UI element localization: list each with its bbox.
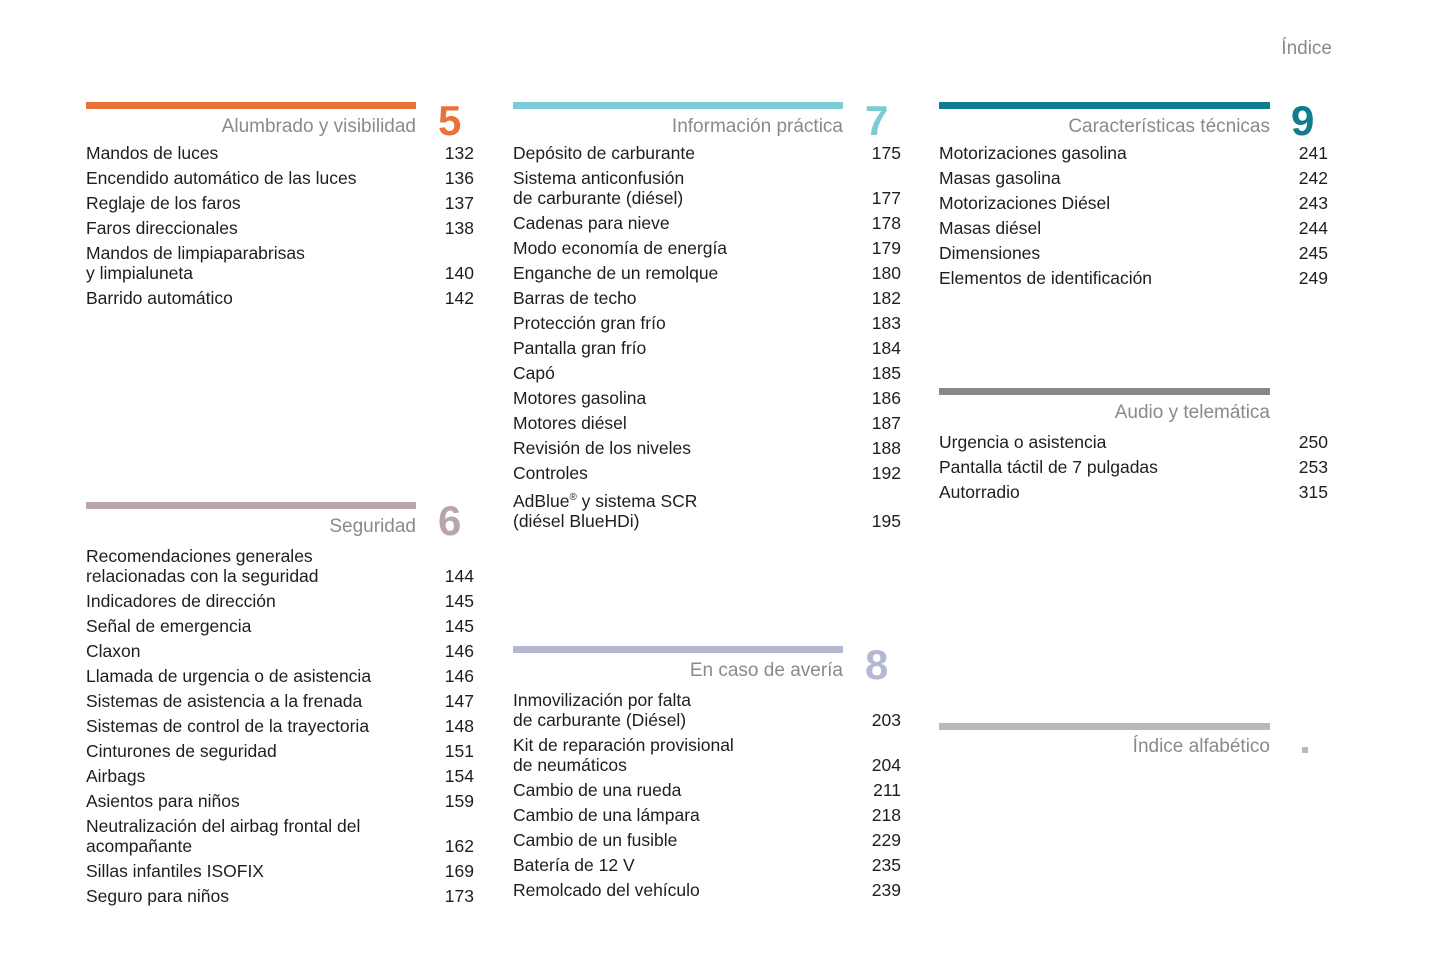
index-entry <box>513 388 901 408</box>
index-entry <box>513 855 901 875</box>
entry-page-number: 177 <box>871 188 901 208</box>
index-entry <box>86 666 474 686</box>
entry-page-number: 146 <box>444 641 474 661</box>
section-title: Alumbrado y visibilidad <box>221 116 416 137</box>
entry-page-number: 169 <box>444 861 474 881</box>
index-entry <box>939 482 1328 502</box>
entry-label: Airbags <box>86 766 146 786</box>
entry-page-number: 162 <box>444 836 474 856</box>
index-entry <box>86 791 474 811</box>
index-entry <box>939 243 1328 263</box>
index-entry <box>513 238 901 258</box>
entry-page-number: 151 <box>444 741 474 761</box>
entry-page-number: 180 <box>871 263 901 283</box>
index-entry <box>86 616 474 636</box>
entry-label: Masas diésel <box>939 218 1042 238</box>
index-entry <box>513 438 901 458</box>
entry-label: Modo economía de energía <box>513 238 728 258</box>
index-entry <box>939 143 1328 163</box>
index-entry <box>86 741 474 761</box>
section-title: Seguridad <box>329 516 416 537</box>
entry-page-number: 250 <box>1298 432 1328 452</box>
index-entry <box>513 413 901 433</box>
entry-page-number: 132 <box>444 143 474 163</box>
section-bar <box>939 102 1270 109</box>
entry-label: Autorradio <box>939 482 1020 502</box>
entry-page-number: 195 <box>871 510 901 531</box>
index-entry <box>86 546 474 586</box>
index-entry <box>513 830 901 850</box>
entry-label: Inmovilización por falta de carburante (Diésel) <box>513 690 691 730</box>
entry-label: Pantalla táctil de 7 pulgadas <box>939 457 1158 477</box>
index-entry <box>513 338 901 358</box>
entry-list <box>939 143 1328 293</box>
section-title: En caso de avería <box>689 660 843 681</box>
entry-label: Reglaje de los faros <box>86 193 241 213</box>
entry-label: Neutralización del airbag frontal del acompañante <box>86 816 361 856</box>
entry-page-number: 229 <box>871 830 901 850</box>
section-number: 8 <box>865 641 889 688</box>
section-number: 6 <box>438 497 462 544</box>
entry-label: AdBlue® y sistema SCR (diésel BlueHDi) <box>513 490 698 531</box>
entry-page-number: 154 <box>444 766 474 786</box>
entry-page-number: 185 <box>871 363 901 383</box>
entry-page-number: 187 <box>871 413 901 433</box>
index-entry <box>513 880 901 900</box>
entry-page-number: 192 <box>871 463 901 483</box>
section-title: Audio y telemática <box>1114 402 1270 423</box>
entry-label: Capó <box>513 363 555 383</box>
entry-page-number: 253 <box>1298 457 1328 477</box>
section-bullet <box>1302 747 1308 753</box>
entry-label: Indicadores de dirección <box>86 591 276 611</box>
entry-label: Barrido automático <box>86 288 233 308</box>
entry-list <box>513 690 901 905</box>
section-bar <box>939 723 1270 730</box>
entry-label: Encendido automático de las luces <box>86 168 357 188</box>
entry-label: Elementos de identificación <box>939 268 1153 288</box>
entry-page-number: 140 <box>444 263 474 283</box>
entry-label: Dimensiones <box>939 243 1041 263</box>
entry-page-number: 315 <box>1298 482 1328 502</box>
entry-page-number: 173 <box>444 886 474 906</box>
entry-label: Urgencia o asistencia <box>939 432 1107 452</box>
entry-label: Revisión de los niveles <box>513 438 692 458</box>
entry-label: Motores diésel <box>513 413 627 433</box>
section-number: 9 <box>1291 97 1315 144</box>
index-entry <box>939 168 1328 188</box>
index-entry <box>86 691 474 711</box>
entry-page-number: 243 <box>1298 193 1328 213</box>
entry-label: Cambio de un fusible <box>513 830 678 850</box>
section-bar <box>513 646 843 653</box>
entry-label: Motorizaciones Diésel <box>939 193 1111 213</box>
entry-label: Barras de techo <box>513 288 637 308</box>
entry-page-number: 138 <box>444 218 474 238</box>
entry-label: Masas gasolina <box>939 168 1061 188</box>
entry-label: Mandos de luces <box>86 143 219 163</box>
entry-label: Recomendaciones generales relacionadas con la seguridad <box>86 546 319 586</box>
index-entry <box>513 213 901 233</box>
index-entry <box>939 432 1328 452</box>
index-entry <box>86 816 474 856</box>
index-entry <box>86 193 474 213</box>
entry-label: Motores gasolina <box>513 388 647 408</box>
entry-page-number: 147 <box>444 691 474 711</box>
section-title: Información práctica <box>671 116 843 137</box>
index-entry <box>86 143 474 163</box>
index-entry <box>86 243 474 283</box>
entry-label: Cadenas para nieve <box>513 213 670 233</box>
index-entry <box>86 591 474 611</box>
entry-label: Batería de 12 V <box>513 855 635 875</box>
entry-page-number: 218 <box>871 805 901 825</box>
section-number: 5 <box>438 97 462 144</box>
entry-page-number: 136 <box>444 168 474 188</box>
entry-page-number: 203 <box>871 710 901 730</box>
entry-page-number: 182 <box>871 288 901 308</box>
entry-page-number: 145 <box>444 591 474 611</box>
entry-page-number: 241 <box>1298 143 1328 163</box>
section-bar <box>939 388 1270 395</box>
entry-list <box>939 432 1328 507</box>
entry-page-number: 186 <box>871 388 901 408</box>
entry-label: Sillas infantiles ISOFIX <box>86 861 264 881</box>
entry-page-number: 184 <box>871 338 901 358</box>
entry-label: Protección gran frío <box>513 313 666 333</box>
entry-label: Motorizaciones gasolina <box>939 143 1127 163</box>
entry-page-number: 146 <box>444 666 474 686</box>
index-entry <box>513 735 901 775</box>
index-entry <box>86 288 474 308</box>
entry-page-number: 211 <box>873 780 901 800</box>
entry-label: Asientos para niños <box>86 791 240 811</box>
index-entry <box>513 288 901 308</box>
entry-page-number: 188 <box>871 438 901 458</box>
entry-page-number: 175 <box>871 143 901 163</box>
entry-label: Señal de emergencia <box>86 616 252 636</box>
index-entry <box>86 886 474 906</box>
index-entry <box>513 263 901 283</box>
index-entry <box>86 218 474 238</box>
entry-page-number: 178 <box>871 213 901 233</box>
index-entry <box>86 168 474 188</box>
index-entry <box>939 193 1328 213</box>
index-entry <box>513 168 901 208</box>
entry-page-number: 239 <box>871 880 901 900</box>
index-entry <box>86 861 474 881</box>
entry-label: Cambio de una rueda <box>513 780 682 800</box>
index-entry <box>513 805 901 825</box>
section-bar <box>86 102 416 109</box>
entry-label: Kit de reparación provisional de neumáticos <box>513 735 734 775</box>
entry-label: Remolcado del vehículo <box>513 880 700 900</box>
entry-list <box>86 546 474 911</box>
section-bar <box>86 502 416 509</box>
entry-label: Cambio de una lámpara <box>513 805 700 825</box>
entry-page-number: 144 <box>444 566 474 586</box>
index-entry <box>513 780 901 800</box>
entry-page-number: 242 <box>1298 168 1328 188</box>
section-bar <box>513 102 843 109</box>
entry-page-number: 179 <box>871 238 901 258</box>
index-entry <box>513 690 901 730</box>
index-entry <box>86 766 474 786</box>
entry-page-number: 204 <box>871 755 901 775</box>
index-entry <box>86 641 474 661</box>
index-entry <box>513 463 901 483</box>
index-entry <box>86 716 474 736</box>
section-title: Índice alfabético <box>1132 736 1270 757</box>
page-header-title: Índice <box>1281 38 1332 59</box>
entry-label: Sistema anticonfusión de carburante (diésel) <box>513 168 685 208</box>
section-number: 7 <box>865 97 889 144</box>
index-entry <box>939 218 1328 238</box>
entry-label: Seguro para niños <box>86 886 230 906</box>
entry-label: Faros direccionales <box>86 218 238 238</box>
entry-page-number: 249 <box>1298 268 1328 288</box>
entry-label: Cinturones de seguridad <box>86 741 277 761</box>
entry-page-number: 244 <box>1298 218 1328 238</box>
index-entry <box>513 313 901 333</box>
entry-page-number: 142 <box>444 288 474 308</box>
entry-label: Sistemas de asistencia a la frenada <box>86 691 363 711</box>
index-entry <box>939 457 1328 477</box>
entry-label: Mandos de limpiaparabrisas y limpialuneta <box>86 243 305 283</box>
entry-page-number: 137 <box>444 193 474 213</box>
entry-label: Enganche de un remolque <box>513 263 719 283</box>
entry-label: Controles <box>513 463 588 483</box>
entry-label: Sistemas de control de la trayectoria <box>86 716 370 736</box>
entry-page-number: 145 <box>444 616 474 636</box>
section-title: Características técnicas <box>1068 116 1270 137</box>
entry-page-number: 159 <box>444 791 474 811</box>
index-entry <box>513 363 901 383</box>
entry-label: Depósito de carburante <box>513 143 695 163</box>
index-entry <box>513 143 901 163</box>
entry-label: Pantalla gran frío <box>513 338 647 358</box>
entry-page-number: 183 <box>871 313 901 333</box>
entry-page-number: 235 <box>871 855 901 875</box>
entry-page-number: 148 <box>444 716 474 736</box>
entry-list <box>513 143 901 536</box>
entry-label: Llamada de urgencia o de asistencia <box>86 666 372 686</box>
index-entry <box>513 488 901 531</box>
entry-label: Claxon <box>86 641 141 661</box>
entry-list <box>86 143 474 313</box>
index-entry <box>939 268 1328 288</box>
entry-page-number: 245 <box>1298 243 1328 263</box>
